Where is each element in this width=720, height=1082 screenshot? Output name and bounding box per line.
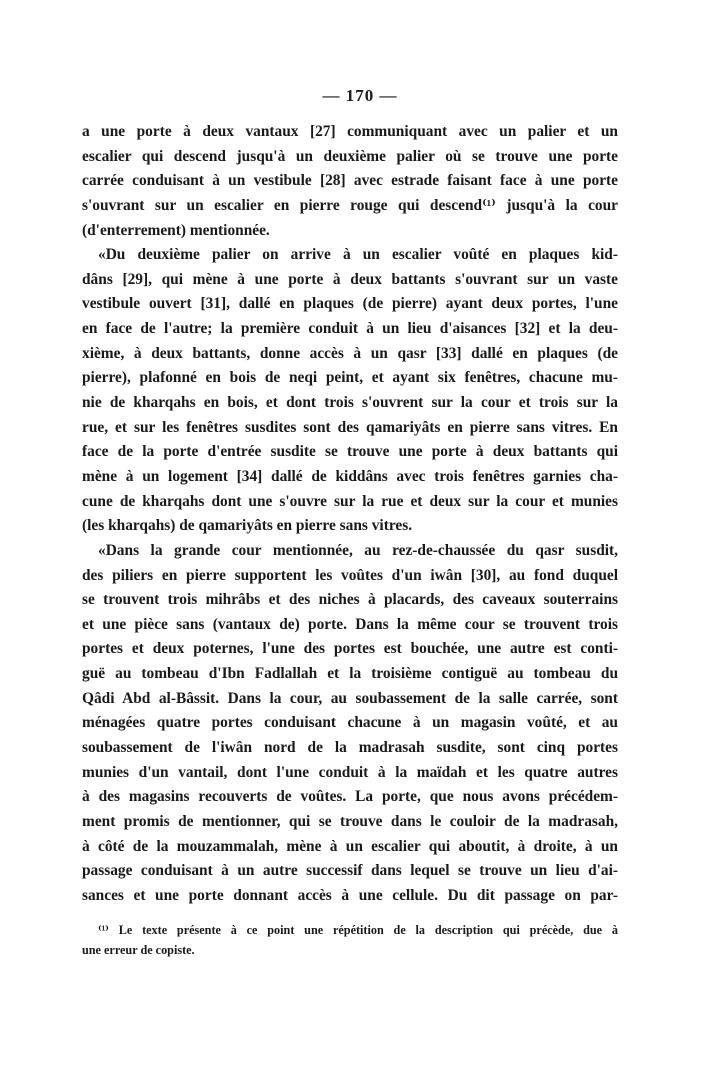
text-line: se trouvent trois mihrâbs et des niches à placards, des caveaux souterrains [82,591,618,609]
footnote-line: ⁽¹⁾ Le texte présente à ce point une répétition de la description qui précède, due à [98,923,618,937]
text-line: nie de kharqahs en bois, et dont trois s'ouvrent sur la cour et trois sur la [82,394,618,412]
text-line: xième, à deux battants, donne accès à un qasr [33] dallé en plaques (de [82,344,618,362]
text-line: à des magasins recouverts de voûtes. La porte, que nous avons précédem- [82,788,618,806]
text-line: passage conduisant à un autre successif dans lequel se trouve un lieu d'ai- [82,862,618,880]
text-line: munies d'un vantail, dont l'une conduit à la maïdah et les quatre autres [82,763,618,781]
text-line: escalier qui descend jusqu'à un deuxième palier où se trouve une porte [82,147,618,165]
text-line: vestibule ouvert [31], dallé en plaques (de pierre) ayant deux portes, l'une [82,295,618,313]
text-line: carrée conduisant à un vestibule [28] avec estrade faisant face à une porte [82,172,618,190]
text-line: «Du deuxième palier on arrive à un escalier voûté en plaques kid- [98,246,618,264]
text-line: pierre), plafonné en bois de neqi peint, et ayant six fenêtres, chacune mu- [82,369,618,387]
page-number: — 170 — [322,86,398,105]
text-line: en face de l'autre; la première conduit à un lieu d'aisances [32] et la deu- [82,320,618,338]
text-line: ménagées quatre portes conduisant chacune à un magasin voûté, et au [82,714,618,732]
text-line: guë au tombeau d'Ibn Fadlallah et la troisième contiguë au tombeau du [82,665,618,683]
text-line: (d'enterrement) mentionnée. [82,221,270,239]
text-line: portes et deux poternes, l'une des portes est bouchée, une autre est conti- [82,640,618,658]
body-text [82,120,618,909]
text-line: sances et une porte donnant accès à une cellule. Du dit passage on par- [82,886,618,904]
footnote-line: une erreur de copiste. [82,943,195,957]
text-line: dâns [29], qui mène à une porte à deux battants s'ouvrant sur un vaste [82,270,618,288]
text-line: face de la porte d'entrée susdite se trouve une porte à deux battants qui [82,443,618,461]
text-line: mène à un logement [34] dallé de kiddâns avec trois fenêtres garnies cha- [82,467,618,485]
text-line: a une porte à deux vantaux [27] communiquant avec un palier et un [82,123,618,140]
text-line: rue, et sur les fenêtres susdites sont des qamariyâts en pierre sans vitres. En [82,418,618,436]
text-line: à côté de la mouzammalah, mène à un escalier qui aboutit, à droite, à un [82,837,618,855]
text-line: (les kharqahs) de qamariyâts en pierre sans vitres. [82,517,413,535]
text-line: soubassement de l'iwân nord de la madrasah susdite, sont cinq portes [82,739,618,757]
text-line: s'ouvrant sur un escalier en pierre rouge qui descend⁽¹⁾ jusqu'à la cour [82,196,618,214]
text-line: cune de kharqahs dont une s'ouvre sur la rue et deux sur la cour et munies [82,492,618,510]
text-line: des piliers en pierre supportent les voûtes d'un iwân [30], au fond duquel [82,566,618,584]
text-line: et une pièce sans (vantaux de) porte. Dans la même cour se trouvent trois [82,615,618,633]
footnote [82,920,618,960]
text-line: ment promis de mentionner, qui se trouve dans le couloir de la madrasah, [82,812,618,830]
text-line: «Dans la grande cour mentionnée, au rez-de-chaussée du qasr susdit, [98,541,618,559]
text-line: Qâdi Abd al-Bâssit. Dans la cour, au soubassement de la salle carrée, sont [82,689,618,707]
